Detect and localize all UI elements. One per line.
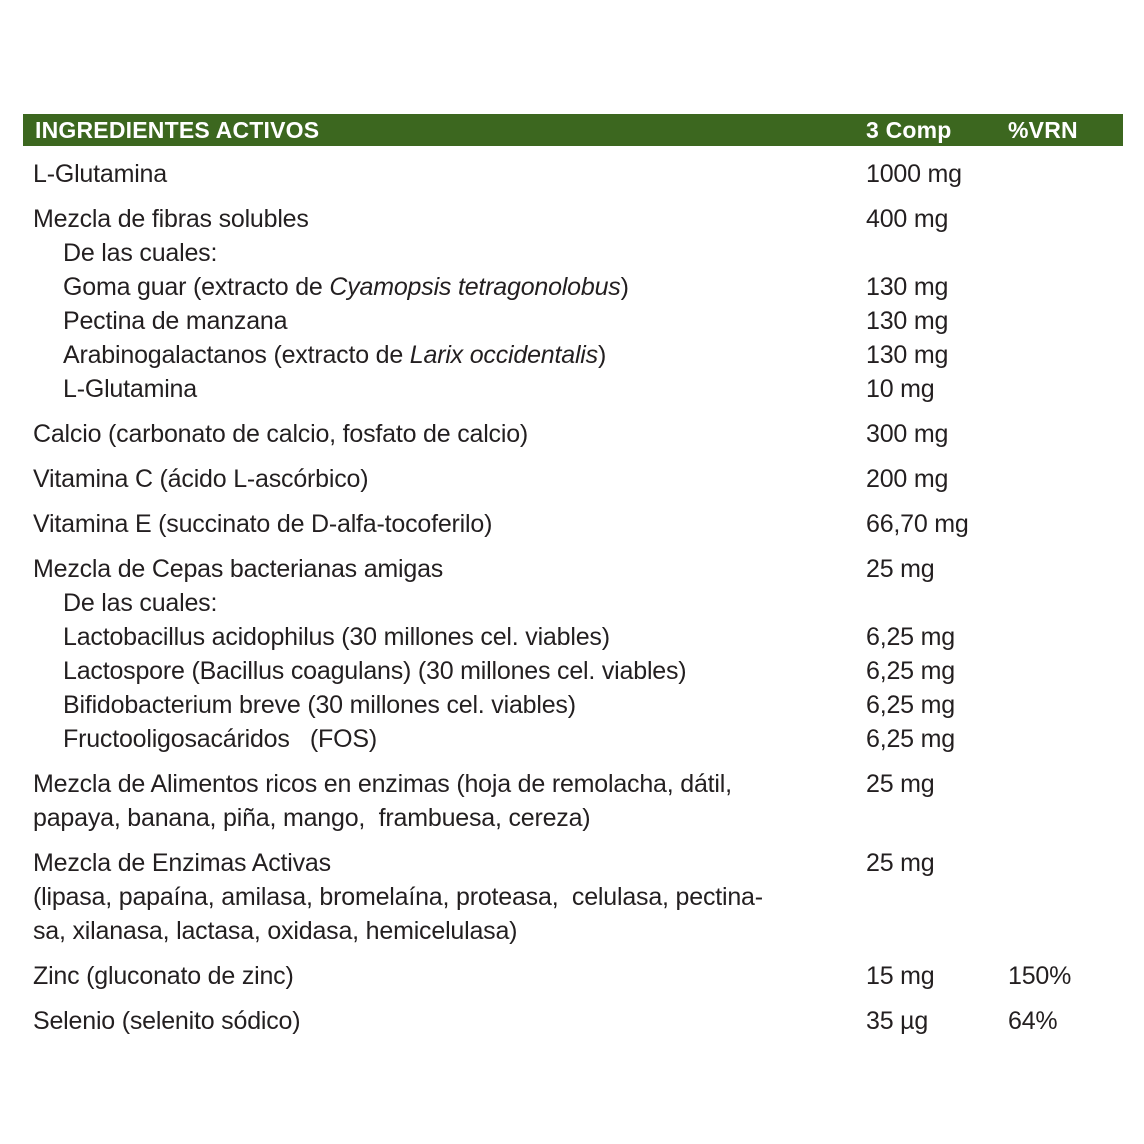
amount-value: 25 mg	[866, 555, 935, 583]
table-row	[23, 801, 1123, 835]
ingredient-name: Vitamina E (succinato de D-alfa-tocoferilo)	[33, 510, 493, 538]
ingredient-name: L-Glutamina	[63, 375, 197, 403]
table-row	[23, 654, 1123, 688]
ingredient-name: Vitamina C (ácido L-ascórbico)	[33, 465, 369, 493]
table-row	[23, 767, 1123, 801]
table-row	[23, 959, 1123, 993]
table-row	[23, 270, 1123, 304]
table-row	[23, 1004, 1123, 1038]
ingredient-name: Pectina de manzana	[63, 307, 288, 335]
ingredient-name: Mezcla de Alimentos ricos en enzimas (hoja de remolacha, dátil,	[33, 770, 732, 798]
table-row	[23, 688, 1123, 722]
table-row	[23, 236, 1123, 270]
table-row	[23, 914, 1123, 948]
ingredient-name: papaya, banana, piña, mango, frambuesa, cereza)	[33, 804, 591, 832]
table-row	[23, 620, 1123, 654]
ingredient-name: Lactospore (Bacillus coagulans) (30 millones cel. viables)	[63, 657, 687, 685]
header-amount-column: 3 Comp	[866, 116, 952, 143]
amount-value: 66,70 mg	[866, 510, 969, 538]
header-vrn-column: %VRN	[1008, 116, 1078, 143]
amount-value: 6,25 mg	[866, 623, 955, 651]
table-row	[23, 417, 1123, 451]
amount-value: 300 mg	[866, 420, 949, 448]
amount-value: 200 mg	[866, 465, 949, 493]
vrn-value: 64%	[1008, 1007, 1058, 1035]
table-row	[23, 372, 1123, 406]
amount-value: 6,25 mg	[866, 725, 955, 753]
ingredient-name: Mezcla de Enzimas Activas	[33, 849, 331, 877]
table-row	[23, 202, 1123, 236]
amount-value: 10 mg	[866, 375, 935, 403]
table-row	[23, 586, 1123, 620]
amount-value: 6,25 mg	[866, 657, 955, 685]
ingredient-name: Lactobacillus acidophilus (30 millones cel. viables)	[63, 623, 610, 651]
ingredient-name: De las cuales:	[63, 239, 218, 267]
table-row	[23, 507, 1123, 541]
ingredient-name: Mezcla de fibras solubles	[33, 205, 309, 233]
amount-value: 25 mg	[866, 770, 935, 798]
amount-value: 25 mg	[866, 849, 935, 877]
ingredient-name: sa, xilanasa, lactasa, oxidasa, hemicelulasa)	[33, 917, 518, 945]
amount-value: 400 mg	[866, 205, 949, 233]
table-row	[23, 462, 1123, 496]
table-header	[23, 114, 1123, 146]
ingredient-name: Arabinogalactanos (extracto de Larix occidentalis)	[63, 341, 607, 369]
table-row	[23, 552, 1123, 586]
amount-value: 130 mg	[866, 307, 949, 335]
amount-value: 130 mg	[866, 341, 949, 369]
table-row	[23, 338, 1123, 372]
table-body	[23, 157, 1123, 1038]
vrn-value: 150%	[1008, 962, 1072, 990]
header-title: INGREDIENTES ACTIVOS	[35, 116, 320, 143]
table-row	[23, 880, 1123, 914]
amount-value: 130 mg	[866, 273, 949, 301]
amount-value: 35 µg	[866, 1007, 929, 1035]
table-row	[23, 157, 1123, 191]
amount-value: 1000 mg	[866, 160, 962, 188]
ingredient-name: Goma guar (extracto de Cyamopsis tetragonolobus)	[63, 273, 629, 301]
ingredient-name: L-Glutamina	[33, 160, 167, 188]
ingredient-name: Zinc (gluconato de zinc)	[33, 962, 294, 990]
table-row	[23, 846, 1123, 880]
amount-value: 15 mg	[866, 962, 935, 990]
amount-value: 6,25 mg	[866, 691, 955, 719]
table-row	[23, 722, 1123, 756]
ingredient-name: Mezcla de Cepas bacterianas amigas	[33, 555, 444, 583]
ingredient-name: (lipasa, papaína, amilasa, bromelaína, proteasa, celulasa, pectina-	[33, 883, 763, 911]
ingredient-name: Fructooligosacáridos (FOS)	[63, 725, 377, 753]
active-ingredients-table	[23, 114, 1123, 1038]
table-row	[23, 304, 1123, 338]
ingredient-name: Calcio (carbonato de calcio, fosfato de calcio)	[33, 420, 529, 448]
ingredient-name: De las cuales:	[63, 589, 218, 617]
ingredient-name: Bifidobacterium breve (30 millones cel. viables)	[63, 691, 576, 719]
ingredient-name: Selenio (selenito sódico)	[33, 1007, 301, 1035]
